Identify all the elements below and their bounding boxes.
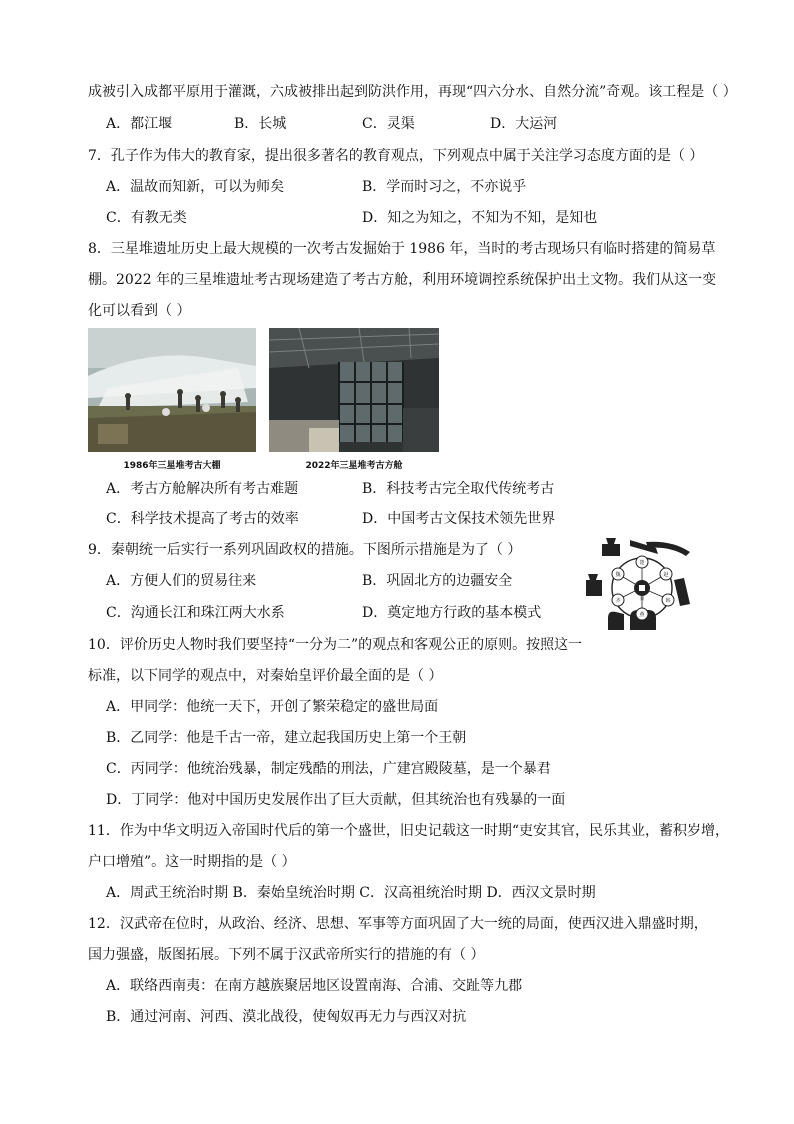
q10-option-a[interactable]: A．甲同学：他统一天下，开创了繁荣稳定的盛世局面 [106,699,439,715]
ant-nose-coin-icon [608,612,624,630]
q7-options-row1 [106,177,618,197]
q8-option-a[interactable]: A．考古方舱解决所有考古难题 [106,481,299,497]
q12-stem-line1: 12．汉武帝在位时，从政治、经济、思想、军事等方面巩固了大一统的局面，使西汉进入鼎盛时期， [88,916,708,932]
coin-label-zhao: 赵 [663,572,669,578]
q9-option-b[interactable]: B．巩固北方的边疆安全 [362,573,513,589]
q9-stem: 9．秦朝统一后实行一系列巩固政权的措施。下图所示措施是为了（ ） [88,542,522,558]
q12-stem-line2: 国力强盛，版图拓展。下列不属于汉武帝所实行的措施的有（ ） [88,947,485,963]
q6-option-d[interactable]: D．大运河 [490,116,558,132]
q8-options-row2 [106,509,618,529]
q10-stem-line1: 10．评价历史人物时我们要坚持“一分为二”的观点和客观公正的原则。按照这一 [88,637,583,653]
q10-option-b[interactable]: B．乙同学：他是千古一帝，建立起我国历史上第一个王朝 [106,730,467,746]
q9-options-row2 [106,603,618,623]
q10-stem-line2: 标准，以下同学的观点中，对秦始皇评价最全面的是（ ） [88,668,443,684]
coin-label-han: 韩 [665,598,671,604]
q7-option-c[interactable]: C．有教无类 [106,210,187,226]
q12-option-a[interactable]: A．联络西南夷：在南方越族聚居地区设置南海、合浦、交趾等九郡 [106,978,523,994]
coin-label-wei: 魏 [615,572,621,578]
q6-option-c[interactable]: C．灵渠 [362,116,415,132]
q7-option-b[interactable]: B．学而时习之，不亦说乎 [362,179,527,195]
q9-option-d[interactable]: D．奠定地方行政的基本模式 [362,605,542,621]
knife-coin-icon-3 [674,578,690,606]
q7-option-a[interactable]: A．温故而知新，可以为师矣 [106,179,285,195]
q8-option-c[interactable]: C．科学技术提高了考古的效率 [106,511,299,527]
caption-1986: 1986年三星堆考古大棚 [123,461,221,471]
coin-label-yan: 燕 [639,612,645,618]
q6-option-a[interactable]: A．都江堰 [106,116,173,132]
q8-stem-line3: 化可以看到（ ） [88,303,191,319]
q9-option-a[interactable]: A．方便人们的贸易往来 [106,573,257,589]
q6-stem-tail: 成被引入成都平原用于灌溉，六成被排出起到防洪作用，再现“四六分水、自然分流”奇观。该工程是（ ） [88,84,737,100]
coin-label-qin: 秦 [639,597,645,602]
coin-label-chu: 楚 [639,560,645,566]
q7-options-row2 [106,208,618,228]
q11-stem-line2: 户口增殖”。这一时期指的是（ ） [88,854,296,870]
q10-option-d[interactable]: D．丁同学：他对中国历史发展作出了巨大贡献，但其统治也有残暴的一面 [106,792,566,808]
qin-currency-unification-diagram [586,534,698,636]
caption-2022: 2022年三星堆考古方舱 [305,461,403,471]
photo-2022-cabin [269,328,439,452]
q8-option-d[interactable]: D．中国考古文保技术领先世界 [362,511,556,527]
q8-options-row1 [106,479,618,499]
q7-stem: 7．孔子作为伟大的教育家，提出很多著名的教育观点，下列观点中属于关注学习态度方面的是（ ） [88,148,704,164]
q6-options [106,114,618,134]
spade-coin-icon-2 [586,574,602,596]
spade-coin-icon [602,538,620,556]
q7-option-d[interactable]: D．知之为知之，不知为不知，是知也 [362,210,598,226]
q8-stem-line1: 8．三星堆遗址历史上最大规模的一次考古发掘始于 1986 年，当时的考古现场只有临时搭建的简易草 [88,241,716,257]
q6-option-b[interactable]: B．长城 [234,116,287,132]
q8-stem-line2: 棚。2022 年的三星堆遗址考古现场建造了考古方舱，利用环境调控系统保护出土文物。我们从这一变 [88,272,717,288]
photo-1986-tent [88,328,256,452]
coin-label-qi: 齐 [615,598,621,604]
q12-option-b[interactable]: B．通过河南、河西、漠北战役，使匈奴再无力与西汉对抗 [106,1009,467,1025]
q9-options-row1 [106,571,621,591]
q9-option-c[interactable]: C．沟通长江和珠江两大水系 [106,605,285,621]
q8-option-b[interactable]: B．科技考古完全取代传统考古 [362,481,555,497]
q11-stem-line1: 11．作为中华文明迈入帝国时代后的第一个盛世，旧史记载这一时期“吏安其官，民乐其业，蓄积岁增， [88,823,729,839]
q10-option-c[interactable]: C．丙同学：他统治残暴，制定残酷的刑法，广建宫殿陵墓，是一个暴君 [106,761,551,777]
q11-options[interactable]: A．周武王统治时期 B．秦始皇统治时期 C．汉高祖统治时期 D．西汉文景时期 [106,885,596,901]
